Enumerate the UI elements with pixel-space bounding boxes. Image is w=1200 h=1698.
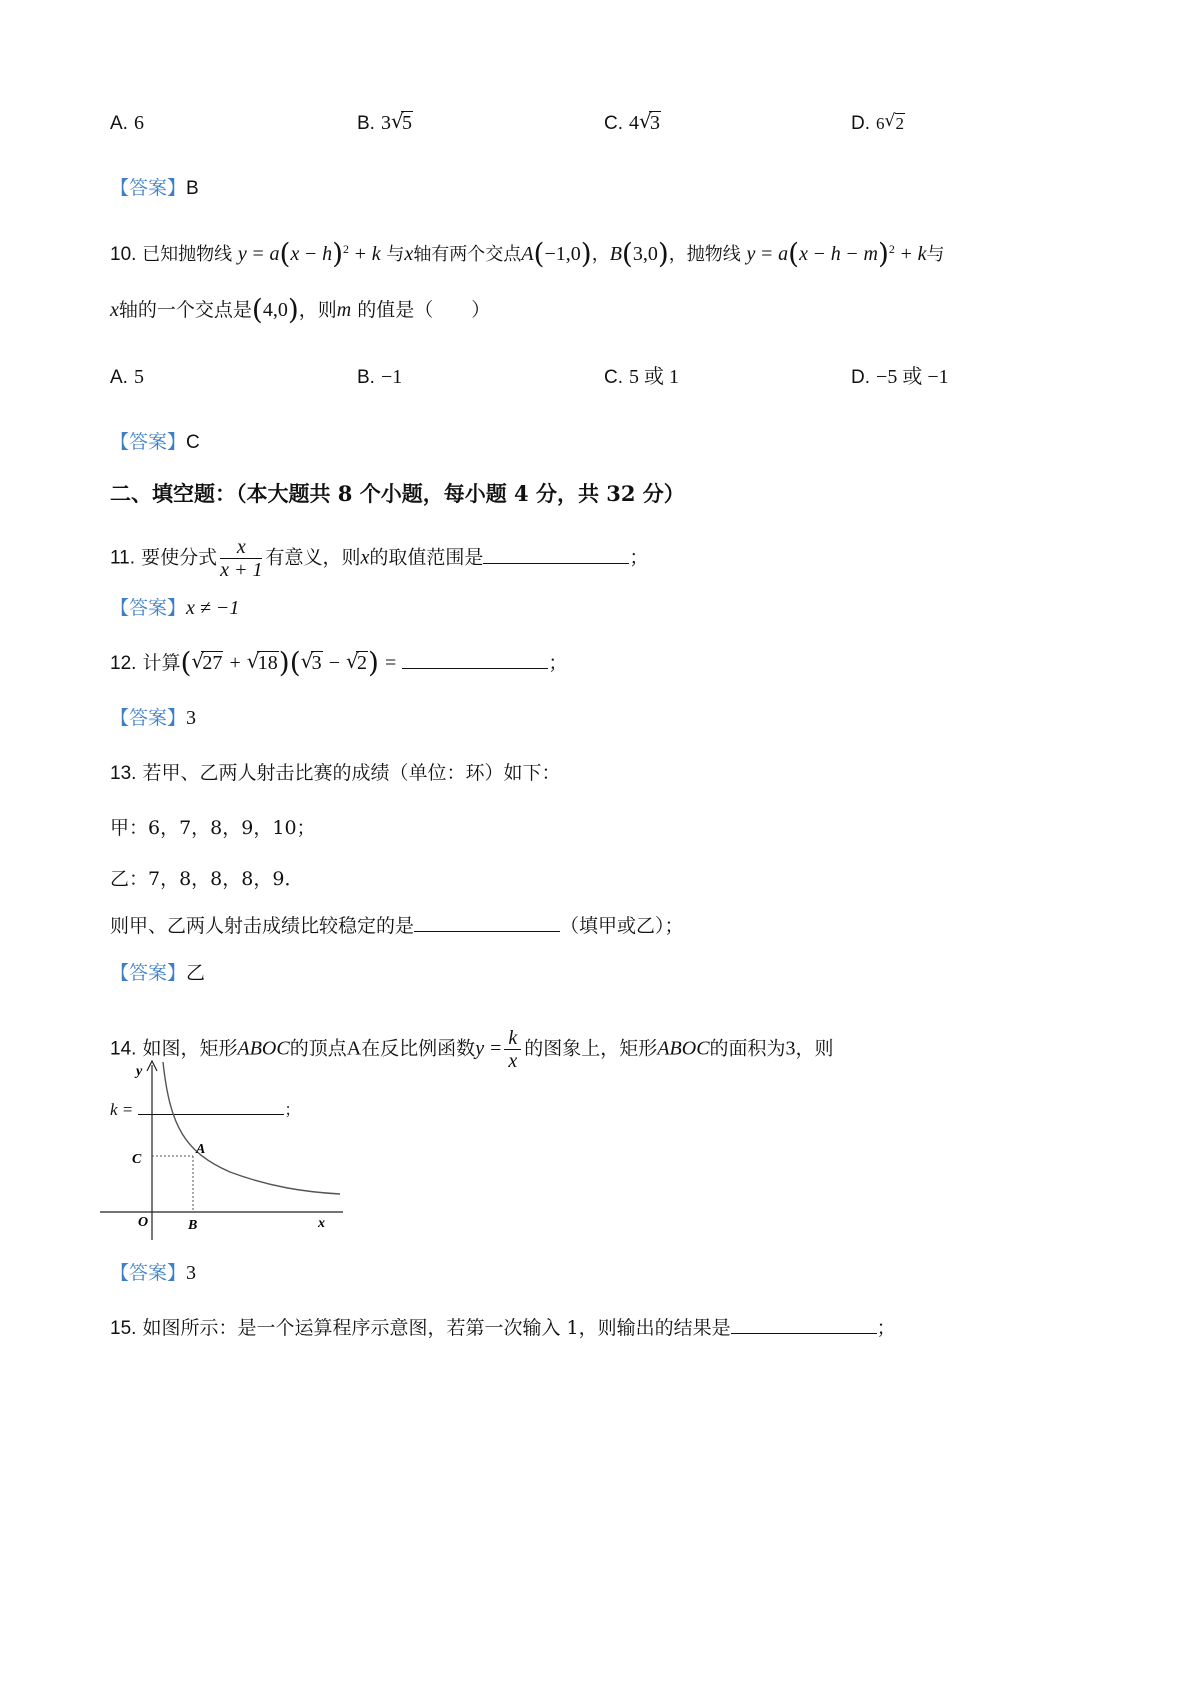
- q10-stem-line1: 10. 已知抛物线 $y = a(x - h)^2 + k$ 与x轴有两个交点A(−1,0)，B(3,0)，抛物线 $y = a(x - h - m)^2 + k$与: [110, 237, 945, 270]
- radical: √ 3: [639, 109, 661, 134]
- fraction: $\frac{x}{x + 1}$: [220, 536, 263, 581]
- q12-answer: 【答案】3: [110, 707, 197, 729]
- answer-blank[interactable]: [483, 545, 629, 564]
- q10-option-d: D. −5 或 −1: [851, 366, 949, 388]
- answer-blank[interactable]: [402, 650, 548, 669]
- section-heading: 二、填空题：（本大题共 8 个小题，每小题 4 分，共 32 分）: [110, 481, 685, 506]
- q13-answer: 【答案】乙: [110, 962, 206, 984]
- q13-stem: 13. 若甲、乙两人射击比赛的成绩（单位：环）如下：: [110, 762, 561, 784]
- label-c: C: [132, 1152, 142, 1167]
- radical: √ 5: [391, 109, 412, 134]
- q13-jia-scores: 甲：6，7，8，9，10；: [110, 817, 316, 839]
- answer-blank[interactable]: [731, 1315, 877, 1334]
- q13-yi-scores: 乙：7，8，8，8，9．: [110, 868, 304, 890]
- q14-k-blank-line: k = ；: [110, 1100, 301, 1119]
- hyperbola-figure: [100, 1057, 350, 1242]
- label-b: B: [188, 1218, 198, 1233]
- q9-option-a: A. 6: [110, 112, 144, 134]
- q9-option-d: D. 6 √ 2: [851, 110, 905, 137]
- q11-answer: 【答案】x ≠ −1: [110, 597, 240, 619]
- q10-option-a: A. 5: [110, 366, 144, 388]
- q12-stem: 12. 计算( √ 27 + √ 18)( √ 3 − √ 2) = ；: [110, 646, 568, 679]
- label-a: A: [196, 1142, 206, 1157]
- q10-option-c: C. 5 或 1: [604, 366, 680, 388]
- q10-stem-line2: x轴的一个交点是(4,0)，则m 的值是（ ）: [110, 293, 491, 326]
- q10-option-b: B. −1: [357, 366, 403, 388]
- answer-blank[interactable]: [414, 913, 560, 932]
- q11-stem: 11. 要使分式 $\frac{x}{x + 1}$ 有意义，则x的取值范围是 ；: [110, 536, 649, 581]
- label-o: O: [138, 1215, 149, 1230]
- label-x: x: [318, 1216, 325, 1231]
- q9-answer: 【答案】B: [110, 177, 199, 199]
- fraction: $\frac{k}{x}$: [504, 1027, 521, 1072]
- hyperbola-curve: [163, 1062, 340, 1194]
- radical: √ 2: [884, 111, 905, 133]
- q14-stem: 14. 如图，矩形ABOC的顶点A在反比例函数y = $\frac{k}{x}$ 的图象上，矩形ABOC的面积为3，则: [110, 1027, 834, 1072]
- q10-answer: 【答案】C: [110, 431, 200, 453]
- q9-option-b: B. 3 √ 5: [357, 109, 412, 134]
- q14-answer: 【答案】3: [110, 1262, 197, 1284]
- q15-stem: 15. 如图所示：是一个运算程序示意图，若第一次输入 1，则输出的结果是 ；: [110, 1317, 896, 1339]
- q13-question: 则甲、乙两人射击成绩比较稳定的是 （填甲或乙）；: [110, 915, 684, 937]
- label-y: y: [136, 1064, 143, 1079]
- q9-option-c: C. 4 √ 3: [604, 109, 661, 134]
